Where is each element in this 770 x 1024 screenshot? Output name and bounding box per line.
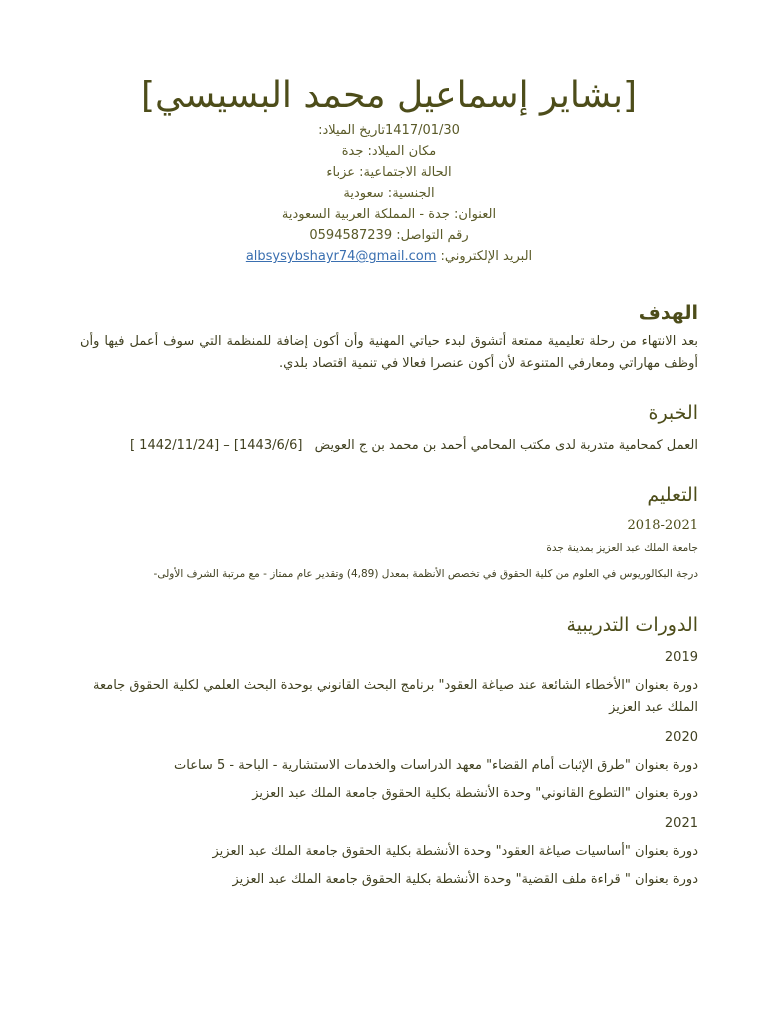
contact-info — [80, 120, 698, 267]
objective-text: بعد الانتهاء من رحلة تعليمية ممتعة أتشوق لبدء حياتي المهنية وأن أكون إضافة للمنظمة التي سوف أعمل فيها وأن أوظف مهاراتي ومعارفي المتنوعة لأن أكون عنصرا فعالا في تنمية اقتصاد بلدي. — [80, 334, 698, 371]
course-year-2021: 2021 — [664, 816, 698, 831]
course-item: دورة بعنوان "أساسيات صياغة العقود" وحدة الأنشطة بكلية الحقوق جامعة الملك عبد العزيز — [212, 844, 698, 859]
education-degree: درجة البكالوريوس في العلوم من كلية الحقوق في تخصص الأنظمة بمعدل (4,89) وتقدير عام ممتاز - مع مرتبة الشرف الأولى- — [153, 568, 698, 580]
nationality: الجنسية: سعودية — [343, 186, 435, 201]
experience-item — [80, 435, 698, 457]
email-link[interactable]: albsysybshayr74@gmail.com — [245, 249, 437, 264]
course-item: دورة بعنوان "التطوع القانوني" وحدة الأنشطة بكلية الحقوق جامعة الملك عبد العزيز — [252, 786, 698, 801]
course-item: دورة بعنوان "الأخطاء الشائعة عند صياغة العقود" برنامج البحث القانوني بوحدة البحث العلمي لكلية الحقوق جامعة الملك عبد العزيز — [92, 678, 698, 715]
course-year-2019: 2019 — [664, 650, 698, 665]
objective-section — [80, 299, 698, 375]
course-item: دورة بعنوان "طرق الإثبات أمام القضاء" معهد الدراسات والخدمات الاستشارية - الباحة - 5 ساعات — [174, 758, 698, 773]
experience-section — [80, 399, 698, 457]
address: العنوان: جدة - المملكة العربية السعودية — [281, 207, 497, 222]
email-line — [80, 246, 698, 267]
birth-date: 1417/01/30تاريخ الميلاد: — [318, 123, 460, 138]
education-heading: التعليم — [647, 484, 698, 506]
experience-dates: [ 1442/11/24] – [1443/6/6] — [129, 438, 303, 453]
course-item: دورة بعنوان " قراءة ملف القضية" وحدة الأنشطة بكلية الحقوق جامعة الملك عبد العزيز — [232, 872, 698, 887]
experience-text: العمل كمحامية متدربة لدى مكتب المحامي أحمد بن محمد بن ج العويض — [314, 438, 698, 453]
resume-name: [بشاير إسماعيل محمد البسيسي] — [140, 75, 638, 116]
birth-place: مكان الميلاد: جدة — [341, 144, 437, 159]
education-section — [80, 481, 698, 583]
experience-heading: الخبرة — [648, 402, 698, 424]
courses-section — [80, 611, 698, 891]
email-label: البريد الإلكتروني: — [440, 249, 533, 264]
marital-status: الحالة الاجتماعية: عزباء — [326, 165, 452, 180]
education-years: 2018-2021 — [627, 518, 698, 533]
phone: رقم التواصل: 0594587239 — [309, 228, 469, 243]
education-university: جامعة الملك عبد العزيز بمدينة جدة — [546, 542, 698, 554]
course-year-2020: 2020 — [664, 730, 698, 745]
objective-heading: الهدف — [638, 302, 698, 324]
courses-heading: الدورات التدريبية — [566, 614, 698, 636]
